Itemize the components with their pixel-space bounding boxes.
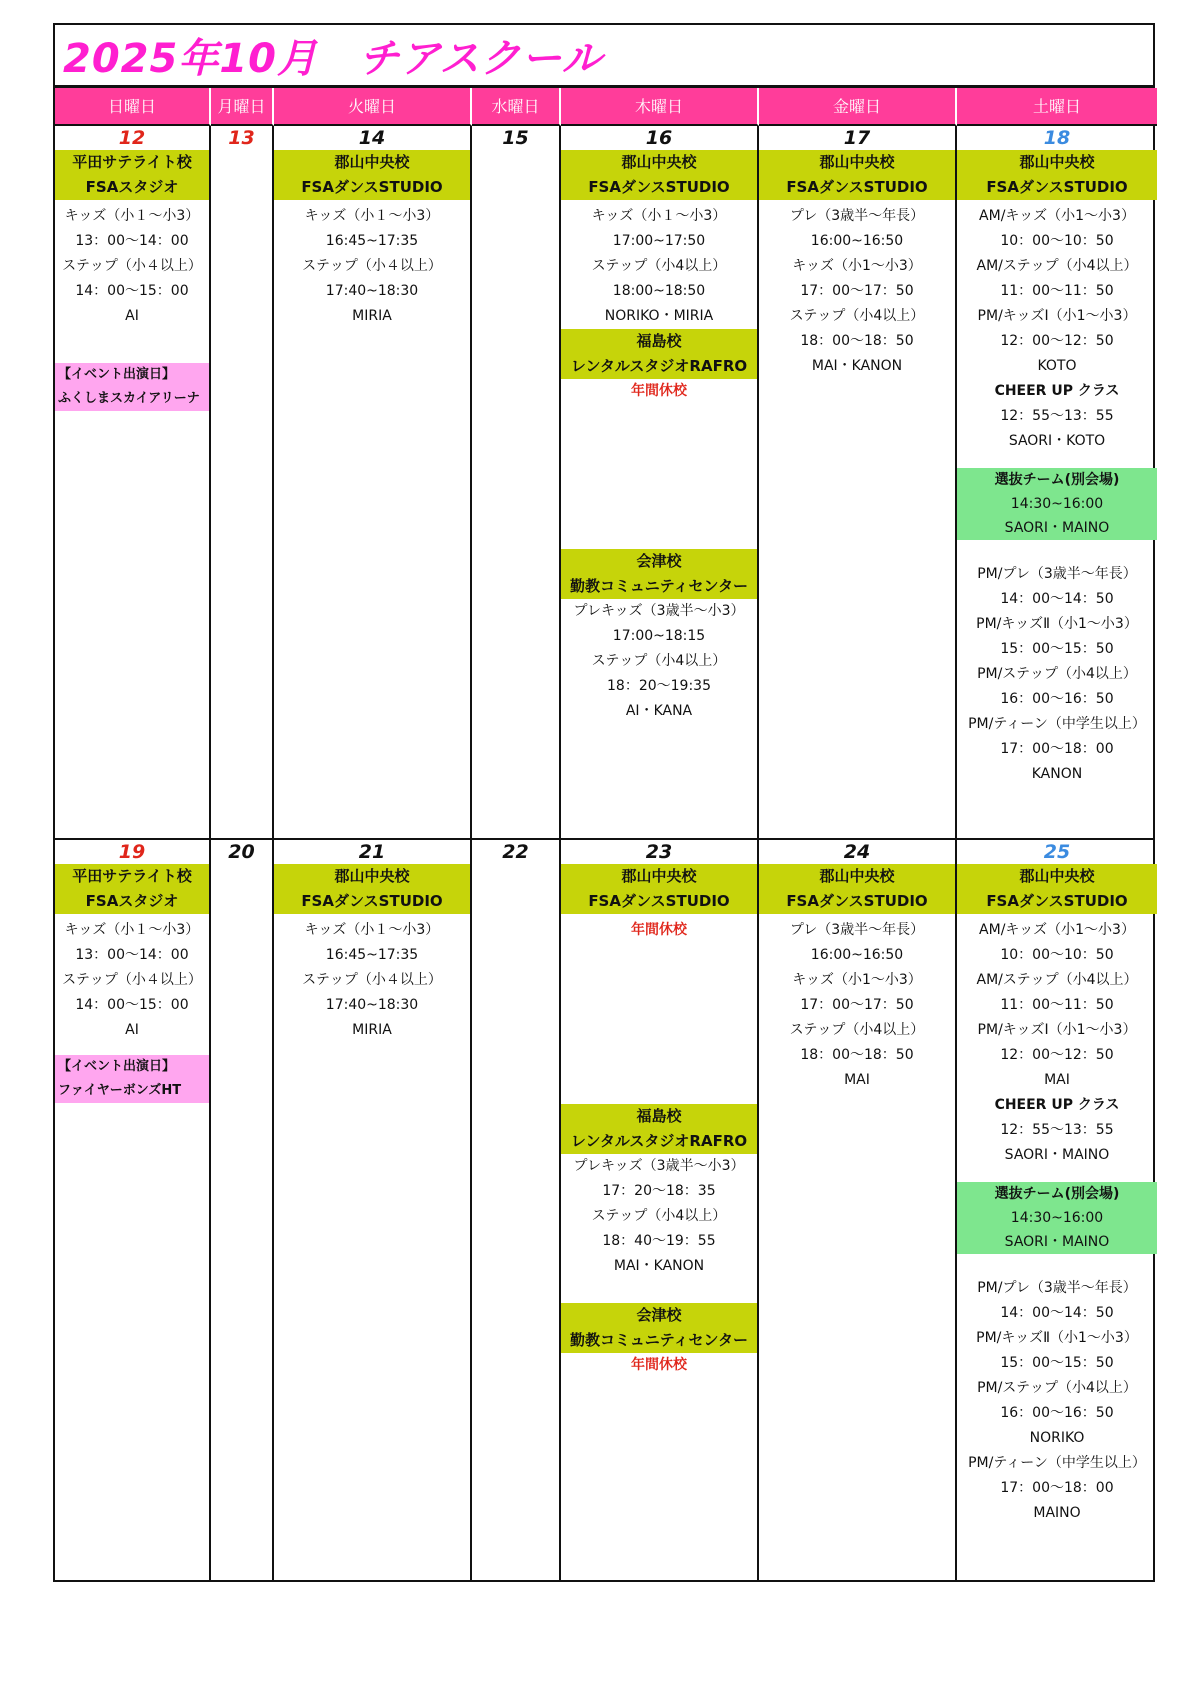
class-line: プレキッズ（3歳半～小3） (573, 1158, 745, 1174)
venue-name: 平田サテライト校 (72, 153, 192, 171)
class-line: 17：20～18：35 (602, 1183, 716, 1199)
class-line: 17:00~18:15 (612, 628, 706, 644)
class-line: キッズ（小1～小3） (792, 972, 922, 988)
venue-block (274, 150, 470, 200)
weekday-sat: 土曜日 (957, 88, 1157, 126)
day-cell-21 (274, 840, 472, 1580)
date-number: 17 (843, 127, 871, 149)
class-line: 12：55～13：55 (1000, 1122, 1114, 1138)
class-line: PM/ステップ（小4以上） (977, 1380, 1137, 1396)
weekday-header-row (53, 88, 1155, 126)
venue-name: 会津校 (636, 1306, 682, 1324)
closed-notice: 年間休校 (631, 922, 687, 938)
date-number: 16 (645, 127, 673, 149)
class-line: 12：55～13：55 (1000, 408, 1114, 424)
class-line: 18：20～19:35 (607, 678, 711, 694)
cheer-up-class-label: CHEER UP クラス (994, 1097, 1120, 1113)
instructor-line: MIRIA (352, 1022, 392, 1038)
instructor-line: MAI・KANON (811, 358, 903, 374)
weekday-mon: 月曜日 (211, 88, 274, 126)
selection-team-label: 選抜チーム(別会場) (994, 472, 1120, 488)
class-line: キッズ（小１～小3） (64, 922, 200, 938)
event-venue: ふくしまスカイアリーナ (58, 391, 200, 406)
day-cell-24 (759, 840, 957, 1580)
date-number: 15 (502, 127, 529, 149)
date-number: 18 (1043, 127, 1071, 149)
class-line: キッズ（小１～小3） (304, 922, 440, 938)
class-line: PM/キッズⅠ（小1～小3） (977, 308, 1137, 324)
class-line: 18：00～18：50 (800, 333, 914, 349)
class-line: ステップ（小４以上） (302, 258, 442, 274)
instructor-line: AI・KANA (625, 703, 693, 719)
venue-studio: FSAダンスSTUDIO (786, 178, 928, 196)
date-number: 20 (228, 841, 255, 863)
instructor-line: SAORI・MAINO (1004, 1147, 1110, 1163)
selection-team-time: 14:30~16:00 (1010, 496, 1104, 512)
class-line: 17：00～18：00 (1000, 1480, 1114, 1496)
class-line: AM/ステップ（小4以上） (976, 258, 1138, 274)
class-line: ステップ（小４以上） (302, 972, 442, 988)
class-line: 10：00～10：50 (1000, 947, 1114, 963)
date-number: 13 (228, 127, 255, 149)
class-line: 15：00～15：50 (1000, 641, 1114, 657)
class-line: プレ（3歳半～年長） (789, 208, 925, 224)
class-line: 16：00～16：50 (1000, 691, 1114, 707)
schedule-sheet (53, 23, 1155, 1582)
class-line: PM/プレ（3歳半～年長） (977, 1280, 1137, 1296)
weekday-sun: 日曜日 (55, 88, 211, 126)
instructor-line: MAI・KANON (613, 1258, 705, 1274)
class-line: プレ（3歳半～年長） (789, 922, 925, 938)
day-cell-16 (561, 126, 759, 838)
week-row-2 (53, 840, 1155, 1582)
class-line: 16：00～16：50 (1000, 1405, 1114, 1421)
class-line: PM/キッズⅠ（小1～小3） (977, 1022, 1137, 1038)
venue-name: 郡山中央校 (621, 867, 697, 885)
instructor-line: SAORI・KOTO (1008, 433, 1106, 449)
class-line: 16:00~16:50 (810, 233, 904, 249)
class-line: 13：00～14：00 (75, 233, 189, 249)
weekday-wed: 水曜日 (472, 88, 561, 126)
class-line: ステップ（小4以上） (789, 1022, 925, 1038)
class-line: ステップ（小４以上） (62, 972, 202, 988)
day-cell-14 (274, 126, 472, 838)
day-cell-12 (55, 126, 211, 838)
venue-studio: 勤教コミュニティセンター (570, 1331, 748, 1349)
selection-team-label: 選抜チーム(別会場) (994, 1186, 1120, 1202)
venue-block (55, 150, 209, 200)
class-line: 18:00~18:50 (612, 283, 706, 299)
venue-studio: FSAスタジオ (85, 178, 179, 196)
class-line: ステップ（小４以上） (62, 258, 202, 274)
class-line: PM/ステップ（小4以上） (977, 666, 1137, 682)
venue-name: 郡山中央校 (621, 153, 697, 171)
event-label: 【イベント出演日】 (58, 1059, 176, 1074)
date-number: 21 (358, 841, 386, 863)
class-line: 16:00~16:50 (810, 947, 904, 963)
instructor-line: KANON (1031, 766, 1083, 782)
venue-studio: FSAダンスSTUDIO (301, 178, 443, 196)
venue-name: 郡山中央校 (334, 867, 410, 885)
instructor-line: MAINO (1033, 1505, 1081, 1521)
date-number: 12 (118, 127, 146, 149)
venue-name: 郡山中央校 (819, 867, 895, 885)
class-line: キッズ（小１～小3） (591, 208, 727, 224)
day-cell-17 (759, 126, 957, 838)
date-number: 23 (645, 841, 673, 863)
event-venue: ファイヤーボンズHT (58, 1083, 182, 1098)
class-line: 17:40~18:30 (325, 283, 419, 299)
closed-notice: 年間休校 (631, 383, 687, 399)
instructor-line: AI (125, 308, 139, 324)
venue-studio: レンタルスタジオRAFRO (570, 357, 748, 375)
class-line: PM/ティーン（中学生以上） (968, 1455, 1146, 1471)
class-line: 14：00～15：00 (75, 283, 189, 299)
day-cell-20 (211, 840, 274, 1580)
date-number: 24 (843, 841, 871, 863)
venue-studio: FSAスタジオ (85, 892, 179, 910)
venue-name: 郡山中央校 (1019, 867, 1095, 885)
venue-block (561, 150, 757, 200)
venue-block (957, 864, 1157, 914)
instructor-line: MIRIA (352, 308, 392, 324)
class-line: PM/キッズⅡ（小1～小3） (976, 616, 1138, 632)
class-line: 17:40~18:30 (325, 997, 419, 1013)
venue-block-fukushima (561, 1104, 757, 1154)
weekday-tue: 火曜日 (274, 88, 472, 126)
class-line: 17:00~17:50 (612, 233, 706, 249)
day-cell-22 (472, 840, 561, 1580)
venue-studio: 勤教コミュニティセンター (570, 577, 748, 595)
class-line: 17：00～17：50 (800, 283, 914, 299)
class-line: キッズ（小1～小3） (792, 258, 922, 274)
class-line: AM/キッズ（小1～小3） (979, 922, 1135, 938)
class-line: 14：00～14：50 (1000, 591, 1114, 607)
event-block (55, 363, 209, 411)
class-line: 18：00～18：50 (800, 1047, 914, 1063)
instructor-line: MAI (844, 1072, 870, 1088)
week-row-1 (53, 126, 1155, 840)
instructor-line: AI (125, 1022, 139, 1038)
class-line: 12：00～12：50 (1000, 1047, 1114, 1063)
venue-block (274, 864, 470, 914)
venue-studio: FSAダンスSTUDIO (588, 178, 730, 196)
venue-name: 郡山中央校 (1019, 153, 1095, 171)
class-line: ステップ（小4以上） (591, 1208, 727, 1224)
class-line: 15：00～15：50 (1000, 1355, 1114, 1371)
selection-team-instructors: SAORI・MAINO (1004, 520, 1110, 536)
date-number: 14 (358, 127, 386, 149)
class-line: キッズ（小１～小3） (304, 208, 440, 224)
class-line: 17：00～17：50 (800, 997, 914, 1013)
weekday-fri: 金曜日 (759, 88, 957, 126)
day-cell-19 (55, 840, 211, 1580)
class-line: 16:45~17:35 (325, 233, 419, 249)
venue-block (561, 864, 757, 914)
instructor-line: MAI (1044, 1072, 1070, 1088)
class-line: AM/ステップ（小4以上） (976, 972, 1138, 988)
selection-team-instructors: SAORI・MAINO (1004, 1234, 1110, 1250)
venue-name: 郡山中央校 (819, 153, 895, 171)
venue-name: 福島校 (636, 332, 682, 350)
venue-block (55, 864, 209, 914)
venue-name: 福島校 (636, 1107, 682, 1125)
class-line: ステップ（小4以上） (591, 258, 727, 274)
class-line: 18：40～19：55 (602, 1233, 716, 1249)
class-line: PM/キッズⅡ（小1～小3） (976, 1330, 1138, 1346)
class-line: 12：00～12：50 (1000, 333, 1114, 349)
title-bar (53, 23, 1155, 88)
selection-team-block (957, 1182, 1157, 1254)
venue-block (957, 150, 1157, 200)
day-cell-13 (211, 126, 274, 838)
day-cell-18 (957, 126, 1157, 838)
venue-block-aizu (561, 1303, 757, 1353)
class-line: ステップ（小4以上） (591, 653, 727, 669)
page-title: 2025年10月 チアスクール (63, 35, 603, 82)
venue-name: 平田サテライト校 (72, 867, 192, 885)
selection-team-block (957, 468, 1157, 540)
venue-studio: FSAダンスSTUDIO (588, 892, 730, 910)
event-block (55, 1055, 209, 1103)
venue-studio: FSAダンスSTUDIO (986, 178, 1128, 196)
day-cell-15 (472, 126, 561, 838)
class-line: 11：00～11：50 (1000, 283, 1114, 299)
event-label: 【イベント出演日】 (58, 367, 176, 382)
venue-block-aizu (561, 549, 757, 599)
venue-studio: レンタルスタジオRAFRO (570, 1132, 748, 1150)
cheer-up-class-label: CHEER UP クラス (994, 383, 1120, 399)
day-cell-25 (957, 840, 1157, 1580)
class-line: ステップ（小4以上） (789, 308, 925, 324)
date-number: 22 (502, 841, 529, 863)
venue-studio: FSAダンスSTUDIO (786, 892, 928, 910)
class-line: AM/キッズ（小1～小3） (979, 208, 1135, 224)
date-number: 19 (118, 841, 146, 863)
date-number: 25 (1043, 841, 1071, 863)
venue-studio: FSAダンスSTUDIO (986, 892, 1128, 910)
venue-name: 会津校 (636, 552, 682, 570)
class-line: 17：00～18：00 (1000, 741, 1114, 757)
venue-block-fukushima (561, 329, 757, 379)
closed-notice: 年間休校 (631, 1357, 687, 1373)
class-line: 11：00～11：50 (1000, 997, 1114, 1013)
class-line: 14：00～15：00 (75, 997, 189, 1013)
class-line: 13：00～14：00 (75, 947, 189, 963)
venue-name: 郡山中央校 (334, 153, 410, 171)
venue-block (759, 150, 955, 200)
venue-block (759, 864, 955, 914)
weekday-thu: 木曜日 (561, 88, 759, 126)
instructor-line: NORIKO・MIRIA (604, 308, 714, 324)
class-line: 14：00～14：50 (1000, 1305, 1114, 1321)
class-line: 10：00～10：50 (1000, 233, 1114, 249)
class-line: 16:45~17:35 (325, 947, 419, 963)
instructor-line: KOTO (1037, 358, 1077, 374)
instructor-line: NORIKO (1029, 1430, 1085, 1446)
class-line: キッズ（小１～小3） (64, 208, 200, 224)
class-line: PM/ティーン（中学生以上） (968, 716, 1146, 732)
selection-team-time: 14:30~16:00 (1010, 1210, 1104, 1226)
class-line: PM/プレ（3歳半～年長） (977, 566, 1137, 582)
venue-studio: FSAダンスSTUDIO (301, 892, 443, 910)
day-cell-23 (561, 840, 759, 1580)
class-line: プレキッズ（3歳半～小3） (573, 603, 745, 619)
